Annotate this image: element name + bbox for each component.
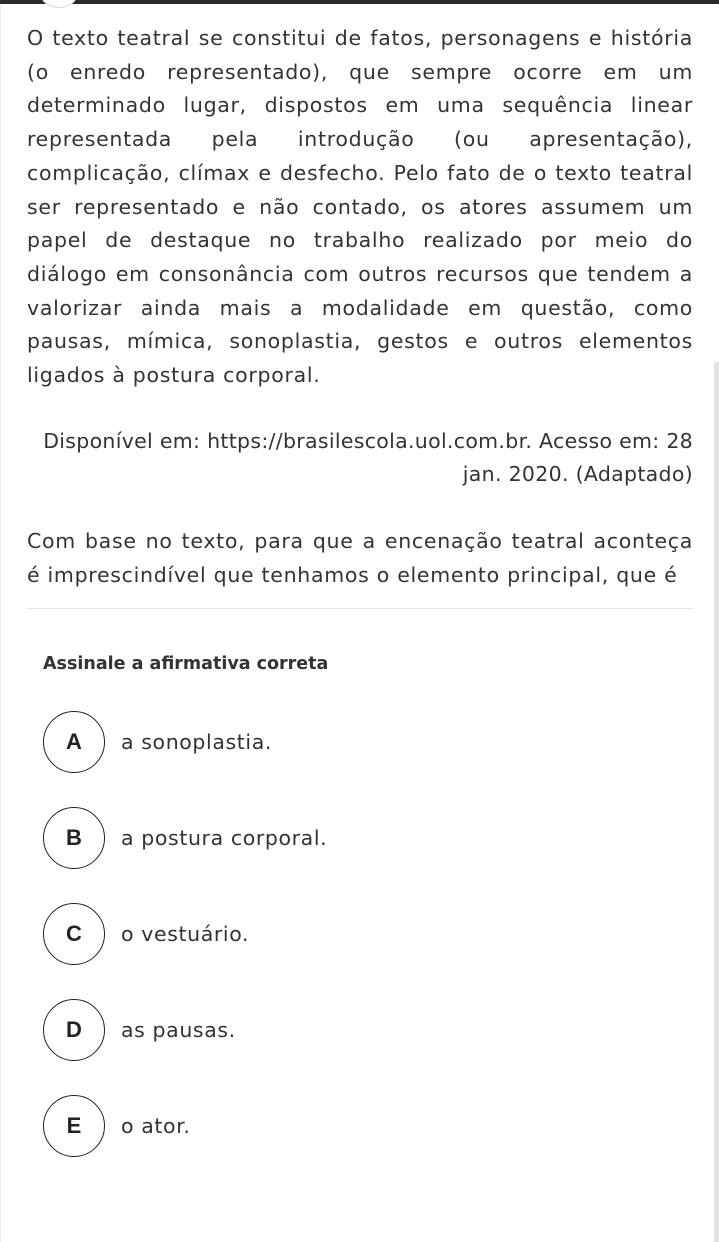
option-text[interactable]: o vestuário. xyxy=(121,921,250,946)
top-bar xyxy=(0,0,719,4)
left-border xyxy=(0,4,1,1242)
option-letter-badge[interactable]: A xyxy=(43,711,105,773)
option-letter-badge[interactable]: B xyxy=(43,807,105,869)
top-partial-circle xyxy=(40,0,78,8)
option-e[interactable] xyxy=(43,1094,693,1158)
source-citation: Disponível em: https://brasilescola.uol.com.br. Acesso em: 28 jan. 2020. (Adaptado) xyxy=(43,428,693,487)
option-letter-badge[interactable]: E xyxy=(43,1095,105,1157)
option-text[interactable]: as pausas. xyxy=(121,1017,236,1042)
divider xyxy=(27,608,693,609)
passage-text: O texto teatral se constitui de fatos, personagens e história (o enredo representado), que sempre ocorre em um determinado lugar, dispostos em uma sequência linear representada pela introdução (ou apresentação), complicação, clímax e desfecho. Pelo fato de o texto teatral ser representado e não contado, os atores assumem um papel de destaque no trabalho realizado por meio do diálogo em consonância com outros recursos que tendem a valorizar ainda mais a modalidade em questão, como pausas, mímica, sonoplastia, gestos e outros elementos ligados à postura corporal. xyxy=(27,26,693,388)
option-text[interactable]: a sonoplastia. xyxy=(121,729,272,754)
instruction-label: Assinale a afirmativa correta xyxy=(43,653,329,674)
option-d[interactable] xyxy=(43,998,693,1062)
option-b[interactable] xyxy=(43,806,693,870)
question-content xyxy=(27,22,693,1190)
option-letter-badge[interactable]: D xyxy=(43,999,105,1061)
question-stem: Com base no texto, para que a encenação teatral aconteça é imprescindível que tenhamos o elemento principal, que é xyxy=(27,529,693,587)
option-text[interactable]: o ator. xyxy=(121,1113,191,1138)
option-text[interactable]: a postura corporal. xyxy=(121,825,328,850)
answer-options xyxy=(43,710,693,1158)
option-c[interactable] xyxy=(43,902,693,966)
option-a[interactable] xyxy=(43,710,693,774)
scrollbar[interactable] xyxy=(714,362,719,1242)
option-letter-badge[interactable]: C xyxy=(43,903,105,965)
